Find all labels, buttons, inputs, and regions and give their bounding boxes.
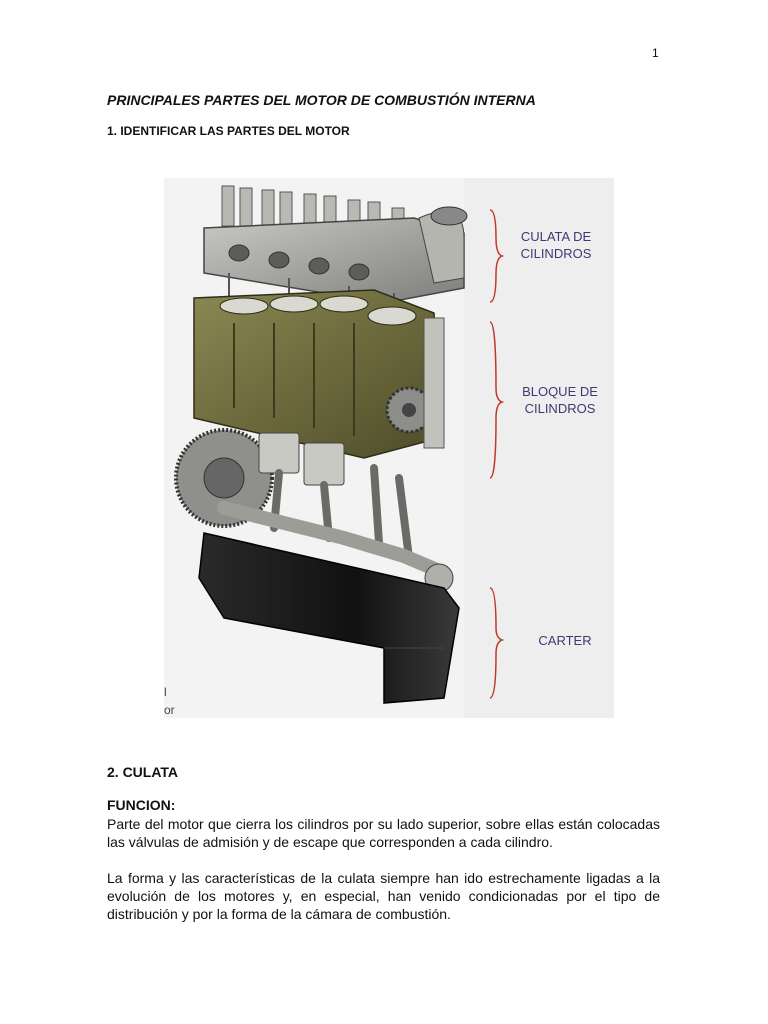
section-1-heading: 1. IDENTIFICAR LAS PARTES DEL MOTOR — [107, 124, 350, 138]
function-label: FUNCION: — [107, 797, 176, 813]
svg-text:or: or — [164, 703, 175, 717]
document-title: PRINCIPALES PARTES DEL MOTOR DE COMBUSTIÓN INTERNA — [107, 92, 536, 108]
label-bloque-line2: CILINDROS — [524, 401, 596, 416]
paragraph-evolution: La forma y las características de la culata siempre han ido estrechamente ligadas a la evolución de los motores y, en especial, han venido condicionadas por el tipo de distribución y por la forma de la cámara de combustión. — [107, 870, 660, 922]
section-2-heading: 2. CULATA — [107, 764, 179, 780]
label-culata-line2: CILINDROS — [520, 246, 592, 261]
label-bloque-line1: BLOQUE DE — [522, 384, 598, 399]
page-number: 1 — [652, 46, 659, 60]
label-carter: CARTER — [538, 633, 592, 648]
svg-text:l: l — [164, 685, 167, 699]
engine-diagram — [164, 178, 614, 718]
engine-illustration — [164, 178, 614, 718]
paragraph-function: Parte del motor que cierra los cilindros por su lado superior, sobre ellas están colocadas las válvulas de admisión y de escape que corresponden a cada cilindro. — [107, 816, 660, 850]
label-culata-line1: CULATA DE — [520, 229, 592, 244]
